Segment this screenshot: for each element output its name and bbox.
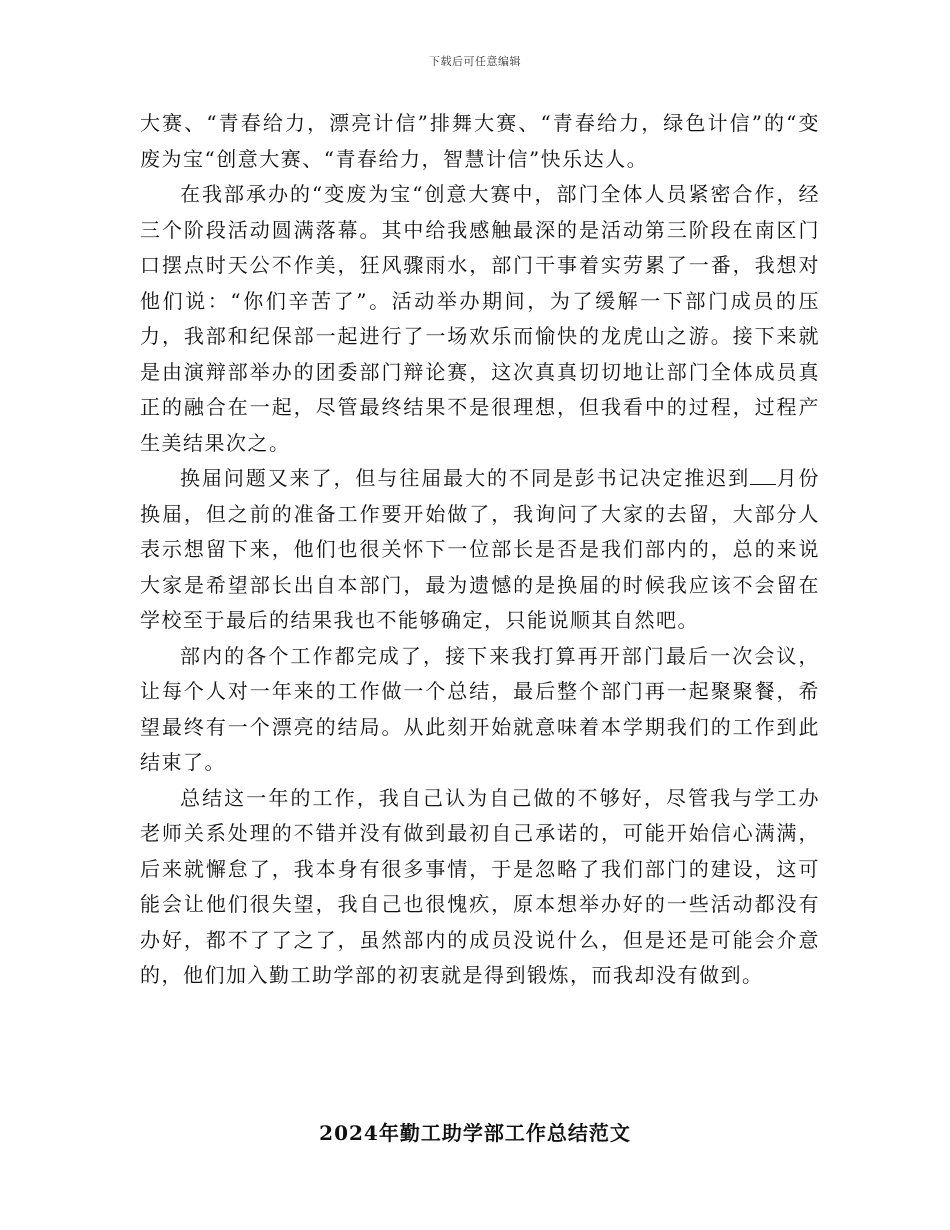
section-title: 2024年勤工助学部工作总结范文 bbox=[319, 1121, 631, 1145]
document-body bbox=[140, 106, 820, 994]
paragraph-1: 大赛、“青春给力，漂亮计信”排舞大赛、“青春给力，绿色计信”的“变废为宝“创意大赛、“青春给力，智慧计信”快乐达人。 bbox=[140, 111, 820, 171]
page-header-note: 下载后可任意编辑 bbox=[429, 55, 521, 68]
paragraph-3-before-blank: 换届问题又来了，但与往届最大的不同是彭书记决定推迟到 bbox=[180, 466, 751, 490]
paragraph-5: 总结这一年的工作，我自己认为自己做的不够好，尽管我与学工办老师关系处理的不错并没有做到最初自己承诺的，可能开始信心满满，后来就懈怠了，我本身有很多事情，于是忽略了我们部门的建设，这可能会让他们很失望，我自己也很愧疚，原本想举办好的一些活动都没有办好，都不了了之了，虽然部内的成员没说什么，但是还是可能会介意的，他们加入勤工助学部的初衷就是得到锻炼，而我却没有做到。 bbox=[140, 785, 820, 987]
paragraph-3-after-blank: 月份换届，但之前的准备工作要开始做了，我询问了大家的去留，大部分人表示想留下来，他们也很关怀下一位部长是否是我们部内的，总的来说大家是希望部长出自本部门，最为遗憾的是换届的时候我应该不会留在学校至于最后的结果我也不能够确定，只能说顺其自然吧。 bbox=[140, 466, 821, 632]
paragraph-2: 在我部承办的“变废为宝“创意大赛中，部门全体人员紧密合作，经三个阶段活动圆满落幕。其中给我感触最深的是活动第三阶段在南区门口摆点时天公不作美，狂风骤雨水，部门干事着实劳累了一番，我想对他们说：“你们辛苦了”。活动举办期间，为了缓解一下部门成员的压力，我部和纪保部一起进行了一场欢乐而愉快的龙虎山之游。接下来就是由演辩部举办的团委部门辩论赛，这次真真切切地让部门全体成员真正的融合在一起，尽管最终结果不是很理想，但我看中的过程，过程产生美结果次之。 bbox=[140, 182, 820, 455]
paragraph-3 bbox=[140, 461, 820, 639]
fill-in-blank bbox=[750, 466, 776, 485]
paragraph-4: 部内的各个工作都完成了，接下来我打算再开部门最后一次会议，让每个人对一年来的工作做一个总结，最后整个部门再一起聚聚餐，希望最终有一个漂亮的结局。从此刻开始就意味着本学期我们的工作到此结束了。 bbox=[140, 643, 820, 774]
